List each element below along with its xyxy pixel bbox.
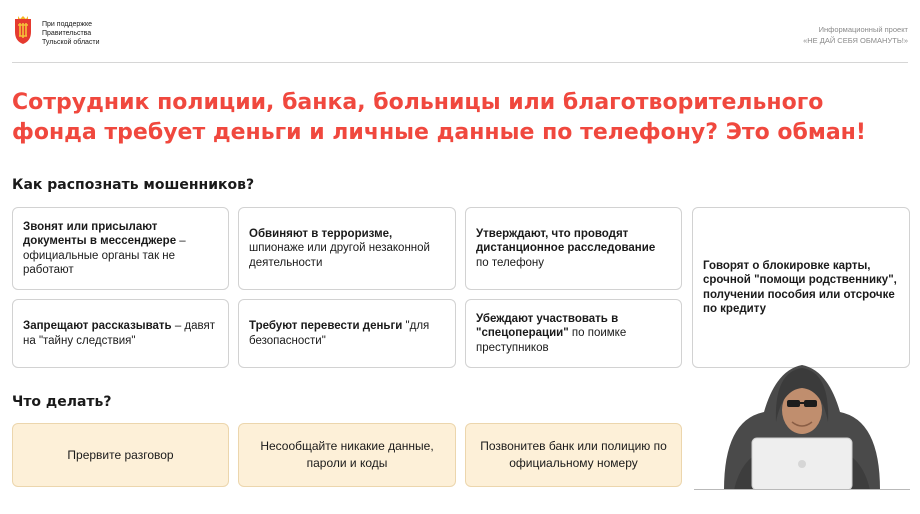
project-label: Информационный проект	[818, 25, 908, 34]
action-call-bank: Позвонитев банк или полицию по официальному номеру	[465, 423, 682, 487]
sign-card-messenger	[12, 207, 229, 290]
support-text: При поддержке Правительства Тульской области	[42, 21, 100, 46]
card-text: Убеждают участвовать в "спецоперации" по поимке преступников	[476, 312, 627, 354]
headline-line-2: фонда требует деньги и личные данные по телефону? Это обман!	[12, 120, 866, 145]
card-text: Запрещают рассказывать – давят на "тайну следствия"	[23, 320, 215, 347]
action-no-data: Несообщайте никакие данные, пароли и коды	[238, 423, 456, 487]
header-divider	[12, 62, 908, 63]
recognize-title: Как распознать мошенников?	[12, 177, 255, 193]
project-info	[803, 24, 908, 46]
card-text: Обвиняют в терроризме, шпионаже или другой незаконной деятельности	[249, 227, 430, 269]
card-text: Говорят о блокировке карты, срочной "помощи родственнику", получении пособия или отсрочке по кредиту	[703, 259, 897, 315]
sign-card-remote-investigation	[465, 207, 682, 290]
actions-title: Что делать?	[12, 394, 112, 410]
card-text: Требуют перевести деньги "для безопасности"	[249, 320, 430, 347]
hacker-illustration	[694, 360, 910, 490]
sign-card-money-transfer	[238, 299, 456, 368]
action-hang-up: Прервите разговор	[12, 423, 229, 487]
sign-card-card-block	[692, 207, 910, 368]
card-text: Утверждают, что проводят дистанционное расследование по телефону	[476, 227, 656, 269]
sign-card-accusation	[238, 207, 456, 290]
coat-of-arms-icon	[12, 16, 34, 46]
project-name: «НЕ ДАЙ СЕБЯ ОБМАНУТЬ!»	[803, 36, 908, 45]
headline-line-1: Сотрудник полиции, банка, больницы или благотворительного	[12, 90, 824, 115]
sign-card-secrecy	[12, 299, 229, 368]
illustration-ground-line	[694, 489, 910, 490]
sign-card-special-operation	[465, 299, 682, 368]
card-text: Звонят или присылают документы в мессенджере – официальные органы так не работают	[23, 220, 186, 276]
headline	[12, 88, 892, 148]
